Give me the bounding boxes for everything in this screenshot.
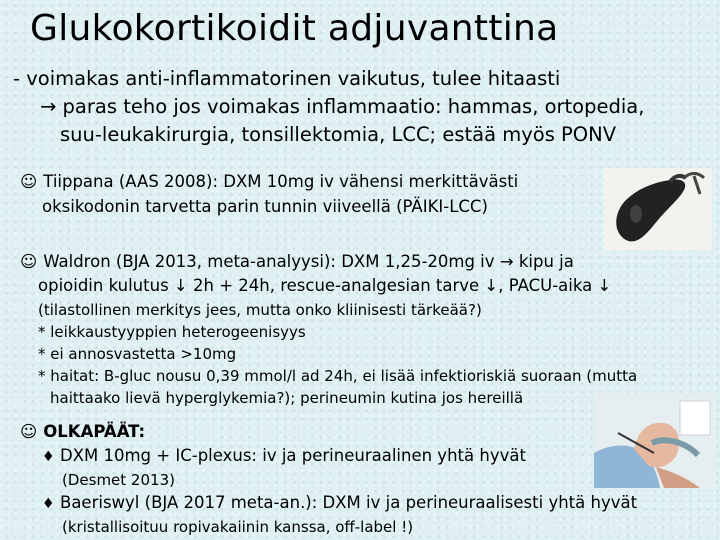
down-arrow-icon: ↓ <box>173 276 188 295</box>
waldron-line-2: opioidin kulutus ↓ 2h + 24h, rescue-analgesian tarve ↓, PACU-aika ↓ <box>38 276 612 295</box>
smiley-icon: ☺ <box>20 252 38 271</box>
olkapaat-item-2-ref: (kristallisoituu ropivakaiinin kanssa, off-label !) <box>62 518 414 536</box>
diamond-bullet-icon: ♦ <box>42 449 55 465</box>
waldron-note-3: * ei annosvastetta >10mg <box>38 345 237 363</box>
nerve-block-photo <box>594 393 716 488</box>
intro-line-3: suu-leukakirurgia, tonsillektomia, LCC; estää myös PONV <box>60 123 617 146</box>
tiippana-line-2: oksikodonin tarvetta parin tunnin viiveellä (PÄIKI-LCC) <box>42 197 488 216</box>
arrow-icon: → <box>499 252 514 271</box>
intro-line-1: - voimakas anti-inflammatorinen vaikutus, tulee hitaasti <box>13 67 561 90</box>
waldron-note-2: * leikkaustyyppien heterogeenisyys <box>38 323 306 341</box>
down-arrow-icon: ↓ <box>484 276 499 295</box>
olkapaat-item-1: ♦ DXM 10mg + IC-plexus: iv ja perineuraalinen yhtä hyvät <box>42 446 526 465</box>
waldron-note-4: * haitat: B-gluc nousu 0,39 mmol/l ad 24h, ei lisää infektioriskiä suoraan (mutta <box>38 367 638 385</box>
arrow-icon: → <box>40 95 57 118</box>
waldron-note-5: haittaako lievä hyperglykemia?); perineumin kutina jos hereillä <box>50 389 524 407</box>
olkapaat-item-1-ref: (Desmet 2013) <box>62 471 175 489</box>
down-arrow-icon: ↓ <box>597 276 612 295</box>
smiley-icon: ☺ <box>20 422 38 441</box>
page-title: Glukokortikoidit adjuvanttina <box>30 8 559 49</box>
intro-line-2: → paras teho jos voimakas inflammaatio: hammas, ortopedia, <box>40 95 645 118</box>
olkapaat-item-2: ♦ Baeriswyl (BJA 2017 meta-an.): DXM iv ja perineuraalisesti yhtä hyvät <box>42 493 638 512</box>
gallbladder-image <box>604 168 712 250</box>
olkapaat-heading: ☺ OLKAPÄÄT: <box>20 422 146 441</box>
diamond-bullet-icon: ♦ <box>42 496 55 512</box>
waldron-line-1: ☺ Waldron (BJA 2013, meta-analyysi): DXM 1,25-20mg iv → kipu ja <box>20 252 574 271</box>
tiippana-line-1: ☺ Tiippana (AAS 2008): DXM 10mg iv vähensi merkittävästi <box>20 172 519 191</box>
waldron-note-1: (tilastollinen merkitys jees, mutta onko kliinisesti tärkeää?) <box>38 301 482 319</box>
smiley-icon: ☺ <box>20 172 38 191</box>
